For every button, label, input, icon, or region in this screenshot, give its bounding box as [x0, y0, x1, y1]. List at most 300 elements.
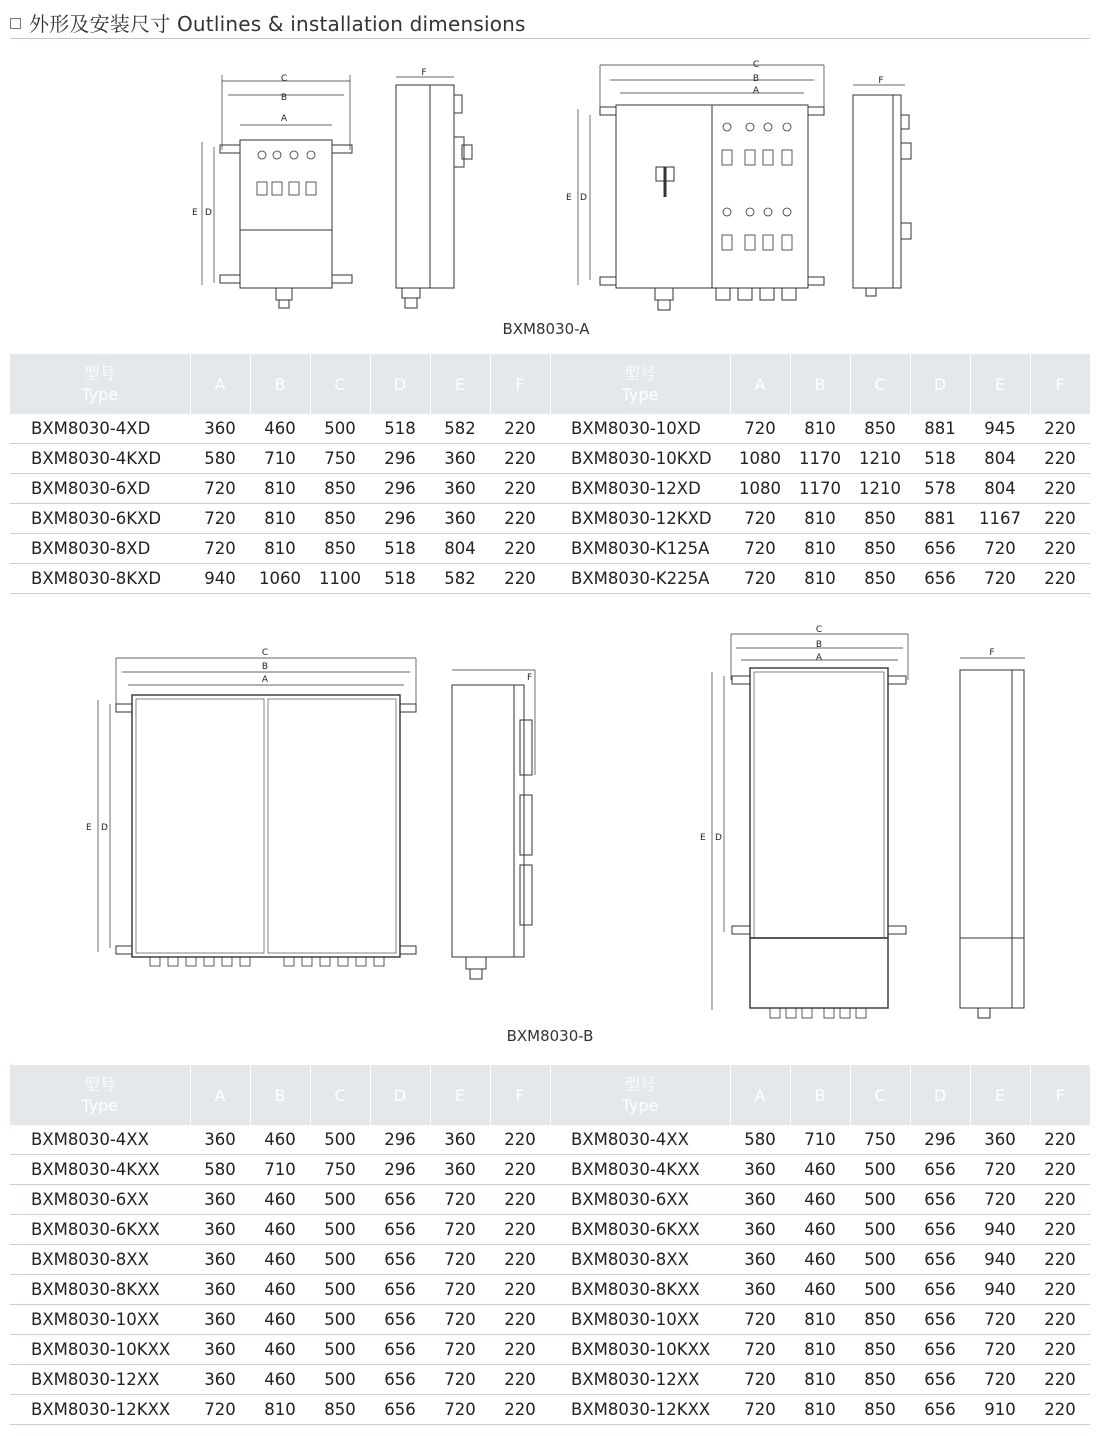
- value-cell-right: 850: [850, 1335, 910, 1365]
- value-cell-left: 296: [370, 444, 430, 474]
- value-cell-left: 220: [490, 1155, 550, 1185]
- drawing-bxm8030-b: [0, 625, 1100, 1025]
- value-cell-right: 810: [790, 504, 850, 534]
- value-cell-left: 720: [430, 1185, 490, 1215]
- value-cell-right: 850: [850, 564, 910, 594]
- value-cell-left: 500: [310, 1185, 370, 1215]
- type-cell-left: BXM8030-10KXX: [10, 1335, 190, 1365]
- value-cell-left: 360: [190, 1335, 250, 1365]
- value-cell-right: 220: [1030, 1365, 1090, 1395]
- table-row: [10, 474, 1090, 504]
- value-cell-left: 296: [370, 1125, 430, 1155]
- front-view-double: [98, 658, 416, 966]
- header-e: E: [970, 354, 1030, 414]
- section-header: [10, 6, 1090, 39]
- value-cell-left: 656: [370, 1275, 430, 1305]
- value-cell-right: 580: [730, 1125, 790, 1155]
- value-cell-right: 810: [790, 1395, 850, 1425]
- table-row: [10, 1155, 1090, 1185]
- value-cell-left: 580: [190, 444, 250, 474]
- spec-table-a: [10, 354, 1090, 594]
- type-cell-left: BXM8030-6XX: [10, 1185, 190, 1215]
- value-cell-right: 500: [850, 1275, 910, 1305]
- header-d: D: [910, 354, 970, 414]
- value-cell-left: 710: [250, 444, 310, 474]
- dim-label-f: F: [421, 68, 427, 78]
- value-cell-right: 220: [1030, 504, 1090, 534]
- value-cell-left: 710: [250, 1155, 310, 1185]
- value-cell-left: 360: [430, 1125, 490, 1155]
- side-view-tall: [960, 658, 1025, 1018]
- value-cell-right: 656: [910, 1305, 970, 1335]
- value-cell-right: 720: [970, 1185, 1030, 1215]
- value-cell-right: 804: [970, 444, 1030, 474]
- value-cell-right: 656: [910, 564, 970, 594]
- header-b: B: [790, 354, 850, 414]
- table-row: [10, 1245, 1090, 1275]
- front-view-large: [578, 65, 824, 310]
- header-a: A: [190, 1065, 250, 1125]
- value-cell-right: 720: [730, 534, 790, 564]
- value-cell-right: 720: [970, 564, 1030, 594]
- value-cell-right: 220: [1030, 1185, 1090, 1215]
- table-row: [10, 444, 1090, 474]
- value-cell-left: 518: [370, 564, 430, 594]
- table-header-row: [10, 354, 1090, 414]
- value-cell-right: 1170: [790, 444, 850, 474]
- value-cell-right: 220: [1030, 534, 1090, 564]
- type-cell-left: BXM8030-12KXX: [10, 1395, 190, 1425]
- value-cell-right: 460: [790, 1155, 850, 1185]
- type-cell-left: BXM8030-4KXX: [10, 1155, 190, 1185]
- side-view-double: [452, 670, 535, 979]
- value-cell-right: 296: [910, 1125, 970, 1155]
- value-cell-left: 518: [370, 534, 430, 564]
- value-cell-left: 220: [490, 1245, 550, 1275]
- value-cell-left: 360: [430, 444, 490, 474]
- value-cell-right: 720: [730, 1395, 790, 1425]
- table-body-a: [10, 414, 1090, 594]
- dim-label-c: C: [815, 625, 823, 635]
- value-cell-left: 220: [490, 474, 550, 504]
- value-cell-right: 940: [970, 1275, 1030, 1305]
- side-view-small: [396, 77, 472, 308]
- value-cell-left: 500: [310, 1245, 370, 1275]
- value-cell-right: 518: [910, 444, 970, 474]
- value-cell-right: 850: [850, 414, 910, 444]
- type-cell-left: BXM8030-6XD: [10, 474, 190, 504]
- value-cell-left: 460: [250, 414, 310, 444]
- value-cell-right: 720: [970, 1155, 1030, 1185]
- value-cell-right: 720: [970, 1335, 1030, 1365]
- value-cell-left: 720: [430, 1335, 490, 1365]
- value-cell-right: 720: [730, 504, 790, 534]
- value-cell-left: 360: [190, 1305, 250, 1335]
- value-cell-left: 850: [310, 1395, 370, 1425]
- value-cell-right: 710: [790, 1125, 850, 1155]
- value-cell-left: 720: [430, 1395, 490, 1425]
- dim-label-a: A: [752, 86, 760, 96]
- drawing-bxm8030-a: [0, 55, 1100, 320]
- table-row: [10, 1275, 1090, 1305]
- value-cell-right: 1170: [790, 474, 850, 504]
- dim-label-f: F: [989, 648, 995, 658]
- value-cell-right: 810: [790, 1335, 850, 1365]
- value-cell-right: 656: [910, 1215, 970, 1245]
- dim-label-c: C: [752, 60, 760, 70]
- value-cell-right: 1210: [850, 474, 910, 504]
- value-cell-left: 750: [310, 1155, 370, 1185]
- value-cell-left: 460: [250, 1365, 310, 1395]
- value-cell-right: 810: [790, 414, 850, 444]
- value-cell-left: 220: [490, 444, 550, 474]
- section-title: 外形及安装尺寸 Outlines & installation dimensions: [29, 11, 526, 36]
- header-f: F: [490, 354, 550, 414]
- value-cell-left: 460: [250, 1245, 310, 1275]
- checkbox-icon: [10, 18, 21, 29]
- value-cell-right: 220: [1030, 1215, 1090, 1245]
- value-cell-left: 582: [430, 564, 490, 594]
- value-cell-left: 1060: [250, 564, 310, 594]
- value-cell-right: 656: [910, 1185, 970, 1215]
- value-cell-right: 220: [1030, 414, 1090, 444]
- value-cell-right: 881: [910, 504, 970, 534]
- value-cell-right: 720: [730, 564, 790, 594]
- value-cell-left: 220: [490, 1215, 550, 1245]
- table-row: [10, 1215, 1090, 1245]
- value-cell-right: 220: [1030, 1155, 1090, 1185]
- value-cell-right: 460: [790, 1215, 850, 1245]
- type-cell-left: BXM8030-4KXD: [10, 444, 190, 474]
- value-cell-right: 1080: [730, 474, 790, 504]
- dim-label-e: E: [700, 833, 706, 843]
- value-cell-right: 500: [850, 1245, 910, 1275]
- value-cell-right: 720: [730, 1365, 790, 1395]
- value-cell-left: 360: [190, 1365, 250, 1395]
- type-cell-right: BXM8030-8KXX: [550, 1275, 730, 1305]
- type-cell-left: BXM8030-4XX: [10, 1125, 190, 1155]
- header-f: F: [490, 1065, 550, 1125]
- value-cell-right: 810: [790, 1365, 850, 1395]
- dim-label-a: A: [280, 114, 288, 124]
- value-cell-left: 656: [370, 1185, 430, 1215]
- type-cell-right: BXM8030-10KXD: [550, 444, 730, 474]
- dim-label-c: C: [280, 74, 288, 84]
- header-c: C: [850, 1065, 910, 1125]
- dim-label-a: A: [815, 653, 823, 663]
- value-cell-right: 750: [850, 1125, 910, 1155]
- value-cell-left: 582: [430, 414, 490, 444]
- value-cell-right: 1080: [730, 444, 790, 474]
- dim-label-d: D: [715, 833, 722, 843]
- value-cell-left: 360: [190, 1215, 250, 1245]
- value-cell-left: 580: [190, 1155, 250, 1185]
- dim-label-e: E: [566, 193, 572, 203]
- value-cell-left: 220: [490, 564, 550, 594]
- value-cell-right: 910: [970, 1395, 1030, 1425]
- value-cell-right: 460: [790, 1245, 850, 1275]
- value-cell-right: 500: [850, 1215, 910, 1245]
- header-e: E: [970, 1065, 1030, 1125]
- header-d: D: [910, 1065, 970, 1125]
- side-view-large: [853, 85, 911, 296]
- table-row: [10, 1125, 1090, 1155]
- value-cell-left: 850: [310, 504, 370, 534]
- header-b: B: [790, 1065, 850, 1125]
- value-cell-left: 500: [310, 414, 370, 444]
- value-cell-left: 220: [490, 504, 550, 534]
- value-cell-left: 360: [190, 414, 250, 444]
- value-cell-left: 656: [370, 1395, 430, 1425]
- value-cell-right: 220: [1030, 564, 1090, 594]
- table-row: [10, 1395, 1090, 1425]
- header-e: E: [430, 1065, 490, 1125]
- type-cell-right: BXM8030-10KXX: [550, 1335, 730, 1365]
- value-cell-right: 720: [970, 534, 1030, 564]
- table-row: [10, 504, 1090, 534]
- value-cell-left: 810: [250, 504, 310, 534]
- dim-label-e: E: [86, 823, 92, 833]
- value-cell-left: 850: [310, 534, 370, 564]
- dim-label-b: B: [261, 662, 269, 672]
- front-view-tall: [712, 634, 908, 1018]
- value-cell-right: 220: [1030, 1395, 1090, 1425]
- value-cell-left: 360: [190, 1275, 250, 1305]
- value-cell-right: 720: [970, 1305, 1030, 1335]
- header-f: F: [1030, 354, 1090, 414]
- table-row: [10, 534, 1090, 564]
- value-cell-right: 850: [850, 534, 910, 564]
- value-cell-left: 810: [250, 474, 310, 504]
- dim-label-b: B: [752, 74, 760, 84]
- caption-bxm8030-b: BXM8030-B: [506, 1027, 594, 1045]
- value-cell-right: 850: [850, 1365, 910, 1395]
- value-cell-left: 656: [370, 1335, 430, 1365]
- value-cell-left: 220: [490, 1275, 550, 1305]
- dim-label-d: D: [101, 823, 108, 833]
- table-row: [10, 564, 1090, 594]
- value-cell-right: 360: [730, 1155, 790, 1185]
- header-c: C: [310, 354, 370, 414]
- value-cell-right: 656: [910, 534, 970, 564]
- value-cell-right: 220: [1030, 1125, 1090, 1155]
- type-cell-left: BXM8030-8KXX: [10, 1275, 190, 1305]
- value-cell-left: 296: [370, 474, 430, 504]
- dim-label-d: D: [205, 208, 212, 218]
- value-cell-left: 500: [310, 1125, 370, 1155]
- value-cell-left: 720: [430, 1245, 490, 1275]
- header-a: A: [730, 354, 790, 414]
- value-cell-right: 500: [850, 1185, 910, 1215]
- value-cell-left: 720: [190, 504, 250, 534]
- table-row: [10, 1185, 1090, 1215]
- dim-label-e: E: [192, 208, 198, 218]
- value-cell-right: 220: [1030, 1245, 1090, 1275]
- value-cell-left: 720: [190, 474, 250, 504]
- value-cell-right: 360: [730, 1185, 790, 1215]
- value-cell-left: 656: [370, 1365, 430, 1395]
- spec-table-b: [10, 1065, 1090, 1425]
- value-cell-right: 850: [850, 1395, 910, 1425]
- value-cell-right: 656: [910, 1395, 970, 1425]
- value-cell-left: 500: [310, 1215, 370, 1245]
- value-cell-right: 945: [970, 414, 1030, 444]
- header-d: D: [370, 1065, 430, 1125]
- value-cell-right: 1167: [970, 504, 1030, 534]
- value-cell-left: 940: [190, 564, 250, 594]
- header-b: B: [250, 354, 310, 414]
- value-cell-right: 720: [730, 1335, 790, 1365]
- value-cell-left: 360: [430, 504, 490, 534]
- value-cell-left: 360: [190, 1185, 250, 1215]
- header-b: B: [250, 1065, 310, 1125]
- value-cell-left: 220: [490, 1305, 550, 1335]
- value-cell-right: 940: [970, 1215, 1030, 1245]
- value-cell-right: 850: [850, 1305, 910, 1335]
- value-cell-right: 460: [790, 1275, 850, 1305]
- value-cell-left: 460: [250, 1275, 310, 1305]
- header-e: E: [430, 354, 490, 414]
- value-cell-right: 881: [910, 414, 970, 444]
- type-cell-left: BXM8030-12XX: [10, 1365, 190, 1395]
- value-cell-left: 810: [250, 534, 310, 564]
- value-cell-right: 656: [910, 1245, 970, 1275]
- value-cell-left: 656: [370, 1305, 430, 1335]
- value-cell-right: 850: [850, 504, 910, 534]
- value-cell-left: 360: [430, 474, 490, 504]
- value-cell-right: 360: [730, 1215, 790, 1245]
- dim-label-a: A: [261, 675, 269, 685]
- type-cell-left: BXM8030-8XX: [10, 1245, 190, 1275]
- table-row: [10, 1305, 1090, 1335]
- value-cell-right: 656: [910, 1335, 970, 1365]
- type-cell-left: BXM8030-10XX: [10, 1305, 190, 1335]
- value-cell-right: 578: [910, 474, 970, 504]
- header-f: F: [1030, 1065, 1090, 1125]
- value-cell-left: 720: [430, 1305, 490, 1335]
- type-cell-left: BXM8030-4XD: [10, 414, 190, 444]
- value-cell-right: 360: [730, 1245, 790, 1275]
- value-cell-left: 360: [190, 1125, 250, 1155]
- value-cell-left: 296: [370, 1155, 430, 1185]
- value-cell-left: 810: [250, 1395, 310, 1425]
- header-a: A: [190, 354, 250, 414]
- type-cell-right: BXM8030-12XD: [550, 474, 730, 504]
- header-type: 型号 Type: [10, 1065, 190, 1125]
- value-cell-left: 500: [310, 1335, 370, 1365]
- dim-label-b: B: [280, 93, 288, 103]
- value-cell-left: 220: [490, 1185, 550, 1215]
- dim-label-d: D: [580, 193, 587, 203]
- value-cell-right: 720: [730, 414, 790, 444]
- value-cell-left: 220: [490, 1335, 550, 1365]
- type-cell-right: BXM8030-4XX: [550, 1125, 730, 1155]
- value-cell-right: 810: [790, 534, 850, 564]
- value-cell-left: 656: [370, 1215, 430, 1245]
- value-cell-right: 810: [790, 564, 850, 594]
- value-cell-left: 720: [430, 1215, 490, 1245]
- value-cell-right: 656: [910, 1275, 970, 1305]
- value-cell-right: 810: [790, 1305, 850, 1335]
- table-row: [10, 1365, 1090, 1395]
- table-header-row: [10, 1065, 1090, 1125]
- table-row: [10, 414, 1090, 444]
- value-cell-left: 220: [490, 534, 550, 564]
- value-cell-left: 656: [370, 1245, 430, 1275]
- type-cell-right: BXM8030-12XX: [550, 1365, 730, 1395]
- value-cell-left: 1100: [310, 564, 370, 594]
- value-cell-left: 500: [310, 1365, 370, 1395]
- header-c: C: [850, 354, 910, 414]
- value-cell-left: 518: [370, 414, 430, 444]
- type-cell-right: BXM8030-12KXX: [550, 1395, 730, 1425]
- value-cell-right: 460: [790, 1185, 850, 1215]
- value-cell-right: 360: [970, 1125, 1030, 1155]
- type-cell-right: BXM8030-6KXX: [550, 1215, 730, 1245]
- value-cell-right: 720: [970, 1365, 1030, 1395]
- table-body-b: [10, 1125, 1090, 1425]
- value-cell-left: 500: [310, 1305, 370, 1335]
- header-a: A: [730, 1065, 790, 1125]
- value-cell-left: 804: [430, 534, 490, 564]
- type-cell-right: BXM8030-K225A: [550, 564, 730, 594]
- value-cell-right: 220: [1030, 1335, 1090, 1365]
- value-cell-left: 220: [490, 1395, 550, 1425]
- type-cell-right: BXM8030-K125A: [550, 534, 730, 564]
- type-cell-right: BXM8030-4KXX: [550, 1155, 730, 1185]
- value-cell-left: 220: [490, 414, 550, 444]
- value-cell-left: 460: [250, 1125, 310, 1155]
- value-cell-right: 940: [970, 1245, 1030, 1275]
- type-cell-right: BXM8030-6XX: [550, 1185, 730, 1215]
- value-cell-right: 220: [1030, 1305, 1090, 1335]
- value-cell-left: 720: [190, 1395, 250, 1425]
- value-cell-left: 720: [190, 534, 250, 564]
- value-cell-left: 460: [250, 1335, 310, 1365]
- value-cell-left: 460: [250, 1215, 310, 1245]
- header-d: D: [370, 354, 430, 414]
- value-cell-right: 720: [730, 1305, 790, 1335]
- value-cell-left: 720: [430, 1275, 490, 1305]
- table-row: [10, 1335, 1090, 1365]
- value-cell-right: 360: [730, 1275, 790, 1305]
- dim-label-c: C: [261, 648, 269, 658]
- header-c: C: [310, 1065, 370, 1125]
- value-cell-right: 220: [1030, 1275, 1090, 1305]
- type-cell-left: BXM8030-8XD: [10, 534, 190, 564]
- header-type: 型号 Type: [550, 354, 730, 414]
- front-view-small: [202, 75, 352, 308]
- dim-label-b: B: [815, 640, 823, 650]
- value-cell-right: 1210: [850, 444, 910, 474]
- value-cell-right: 220: [1030, 444, 1090, 474]
- value-cell-left: 500: [310, 1275, 370, 1305]
- type-cell-right: BXM8030-10XD: [550, 414, 730, 444]
- value-cell-left: 296: [370, 504, 430, 534]
- value-cell-right: 500: [850, 1155, 910, 1185]
- value-cell-left: 460: [250, 1305, 310, 1335]
- dim-label-f: F: [878, 76, 884, 86]
- value-cell-left: 460: [250, 1185, 310, 1215]
- header-type: 型号 Type: [550, 1065, 730, 1125]
- caption-bxm8030-a: BXM8030-A: [502, 320, 590, 338]
- value-cell-left: 220: [490, 1365, 550, 1395]
- value-cell-right: 220: [1030, 474, 1090, 504]
- value-cell-left: 720: [430, 1365, 490, 1395]
- value-cell-left: 850: [310, 474, 370, 504]
- value-cell-right: 656: [910, 1155, 970, 1185]
- type-cell-right: BXM8030-12KXD: [550, 504, 730, 534]
